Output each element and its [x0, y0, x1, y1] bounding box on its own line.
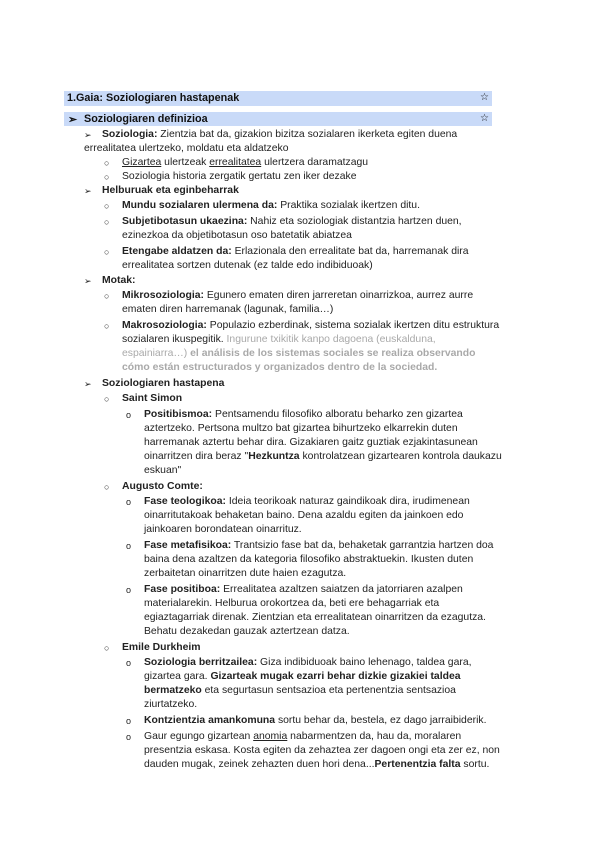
circle-bullet-icon: ○	[104, 394, 110, 404]
term: Subjetibotasun ukaezina:	[122, 216, 248, 227]
list-item-cont: presentzia eskasa. Kosta egiten da zehaztea zer dagoen ongi eta zer ez, non	[144, 745, 500, 756]
text: Errealitatea azaltzen saiatzen da jatorriaren azalpen	[220, 584, 463, 595]
star-icon[interactable]: ☆	[480, 113, 489, 124]
ring-bullet-icon: o	[126, 541, 132, 551]
text: Pentsamendu filosofiko alboratu beharko zen gizartea	[212, 409, 463, 420]
text: Giza indibiduoak baino lehenago, taldea gara,	[257, 657, 472, 668]
subsection-title: Motak:	[102, 275, 136, 286]
ring-bullet-icon: o	[126, 497, 132, 507]
term: Pertenentzia falta	[374, 759, 461, 770]
circle-bullet-icon: ○	[104, 482, 110, 492]
term: Etengabe aldatzen da:	[122, 246, 232, 257]
bold-text: Gizarteak mugak ezarri behar dizkie gizakiei taldea	[210, 671, 461, 682]
list-item-cont	[144, 684, 456, 698]
text: ulertzeak	[161, 157, 210, 168]
arrow-bullet-icon: ➢	[84, 130, 92, 140]
ring-bullet-icon: o	[126, 410, 132, 420]
ring-bullet-icon: o	[126, 732, 132, 742]
author-name: Emile Durkheim	[122, 642, 201, 653]
text: Soziologia historia zergatik gertatu zen iker dezake	[122, 171, 357, 182]
circle-bullet-icon: ○	[104, 247, 110, 257]
text: nabarmentzen da, hau da, moralaren	[287, 731, 462, 742]
text: Ideia teorikoak naturaz gaindikoak dira, irudimenean	[226, 496, 470, 507]
list-item-cont: oinarritutakoak behaketan baino. Dena azaldu egiten da jainkoen edo	[144, 510, 464, 521]
text: Nahiz eta soziologiak distantzia hartzen duen,	[247, 216, 462, 227]
text: gizartea gara.	[144, 671, 211, 682]
text: kontrolatzean gizartearen kontrola daukazu	[299, 451, 502, 462]
circle-bullet-icon: ○	[104, 643, 110, 653]
list-item-cont: ezinezkoa da objetibotasun oso batetatik abiatzea	[122, 230, 352, 241]
underlined-term: Gizartea	[122, 157, 162, 168]
list-item-cont: aztertzeko. Pertsona multzo bat gizartea bihurtzeko elkarrekin duten	[144, 423, 458, 434]
list-item	[144, 656, 472, 670]
arrow-bullet-icon: ➢	[68, 114, 78, 126]
section-title: Soziologiaren definizioa	[84, 113, 208, 125]
text: dauden mugak, zeinek zehazten duen hori dena...	[144, 759, 375, 770]
list-item-cont: cómo están estructurados y organizados dentro de la sociedad.	[122, 362, 438, 373]
list-item	[144, 583, 463, 597]
list-item-cont: ziurtatzeko.	[144, 699, 198, 710]
circle-bullet-icon: ○	[104, 158, 110, 168]
sub-item	[122, 156, 368, 170]
list-item	[144, 539, 493, 553]
text: Zientzia bat da, gizakion bizitza sozialaren ikerketa egiten duena	[157, 129, 458, 140]
list-item	[122, 199, 420, 213]
circle-bullet-icon: ○	[104, 201, 110, 211]
list-item	[122, 289, 473, 303]
arrow-bullet-icon: ➢	[84, 276, 92, 286]
bold-text: bermatzeko	[144, 685, 202, 696]
subsection-title: Helburuak eta eginbeharrak	[102, 185, 239, 196]
author-name: Augusto Comte:	[122, 481, 203, 492]
list-item-cont: materialarekin. Helburua orokortzea da, beti ere behagarriak eta	[144, 598, 440, 609]
underlined-term: errealitatea	[209, 157, 262, 168]
circle-bullet-icon: ○	[104, 321, 110, 331]
term: Hezkuntza	[248, 451, 300, 462]
term: Soziologia:	[102, 129, 158, 140]
list-item-cont	[122, 333, 436, 347]
text: sortu.	[460, 759, 490, 770]
list-item-cont: eskuan"	[144, 465, 182, 476]
text: sozialaren ikuspegitik.	[122, 334, 224, 345]
text: Praktika sozialak ikertzen ditu.	[277, 200, 420, 211]
gray-text: Ingurune txikitik kanpo dagoena (euskalduna,	[223, 334, 436, 345]
list-item	[144, 495, 470, 509]
star-icon[interactable]: ☆	[480, 92, 489, 103]
gray-bold-text: el análisis de los sistemas sociales se realiza observando	[187, 348, 476, 359]
term: Fase positiboa:	[144, 584, 221, 595]
chapter-title: 1.Gaia: Soziologiaren hastapenak	[67, 92, 240, 104]
text: oinarritzen dira beraz "	[144, 451, 249, 462]
text: sortu behar da, bestela, ez dago jarraibiderik.	[275, 715, 487, 726]
list-item-cont: jainkoaren borondatean oinarrituz.	[144, 524, 302, 535]
text: errealitatea ulertzeko, moldatu eta aldatzeko	[84, 143, 289, 154]
ring-bullet-icon: o	[126, 658, 132, 668]
list-item-cont: baina dena azaltzen da kategoria filosofiko abstraktuekin. Ikusten duten	[144, 554, 474, 565]
text: Trantsizio fase bat da, behaketak garrantzia hartzen doa	[231, 540, 494, 551]
arrow-bullet-icon: ➢	[84, 186, 92, 196]
circle-bullet-icon: ○	[104, 217, 110, 227]
list-item	[144, 730, 461, 744]
list-item-cont: ematen diren harremanak (lagunak, familia…)	[122, 304, 334, 315]
list-item-cont: harremanak aztertu behar dira. Gizakiaren gaitz guztiak ezjakintasunean	[144, 437, 478, 448]
sub-item	[122, 170, 357, 184]
term: Mikrosoziologia:	[122, 290, 204, 301]
list-item-cont	[144, 450, 502, 464]
definition-line	[102, 128, 457, 142]
term: Fase metafisikoa:	[144, 540, 232, 551]
list-item-cont: egiaztagarriak direnak. Zientzian eta errealitatean oinarritzen da ezagutza.	[144, 612, 486, 623]
list-item-cont: Behatu dezakedan gauzak aztertzean datza.	[144, 626, 350, 637]
definition-line	[84, 142, 288, 156]
list-item	[122, 215, 462, 229]
text: ulertzera daramatzagu	[261, 157, 369, 168]
text: eta segurtasun sentsazioa eta pertenentzia sentsazioa	[201, 685, 456, 696]
term: Mundu sozialaren ulermena da:	[122, 200, 278, 211]
ring-bullet-icon: o	[126, 585, 132, 595]
list-item-cont: zerbaitetan oinarritzen dute haien ezagutza.	[144, 568, 347, 579]
term: Soziologia berritzailea:	[144, 657, 258, 668]
list-item-cont: errealitatea sortzen dutenak (ez talde edo indibiduoak)	[122, 260, 373, 271]
list-item	[144, 714, 486, 728]
subsection-title: Soziologiaren hastapena	[102, 378, 225, 389]
gray-text: espainiarra…)	[122, 348, 188, 359]
list-item	[144, 408, 463, 422]
list-item-cont	[122, 347, 475, 361]
ring-bullet-icon: o	[126, 716, 132, 726]
chapter-heading	[64, 91, 492, 106]
section-heading	[64, 112, 492, 126]
text: Egunero ematen diren jarreretan oinarrizkoa, aurrez aurre	[203, 290, 474, 301]
list-item	[122, 245, 469, 259]
term: Kontzientzia amankomuna	[144, 715, 276, 726]
arrow-bullet-icon: ➢	[84, 379, 92, 389]
text: Populazio ezberdinak, sistema sozialak ikertzen ditu estruktura	[206, 320, 500, 331]
list-item-cont	[144, 758, 489, 772]
text: Gaur egungo gizartean	[144, 731, 254, 742]
underlined-term: anomia	[253, 731, 288, 742]
term: Fase teologikoa:	[144, 496, 226, 507]
list-item-cont	[144, 670, 461, 684]
term: Makrosoziologia:	[122, 320, 207, 331]
text: Erlazionala den errealitate bat da, harremanak dira	[231, 246, 469, 257]
circle-bullet-icon: ○	[104, 172, 110, 182]
list-item	[122, 319, 499, 333]
term: Positibismoa:	[144, 409, 213, 420]
circle-bullet-icon: ○	[104, 291, 110, 301]
author-name: Saint Simon	[122, 393, 183, 404]
